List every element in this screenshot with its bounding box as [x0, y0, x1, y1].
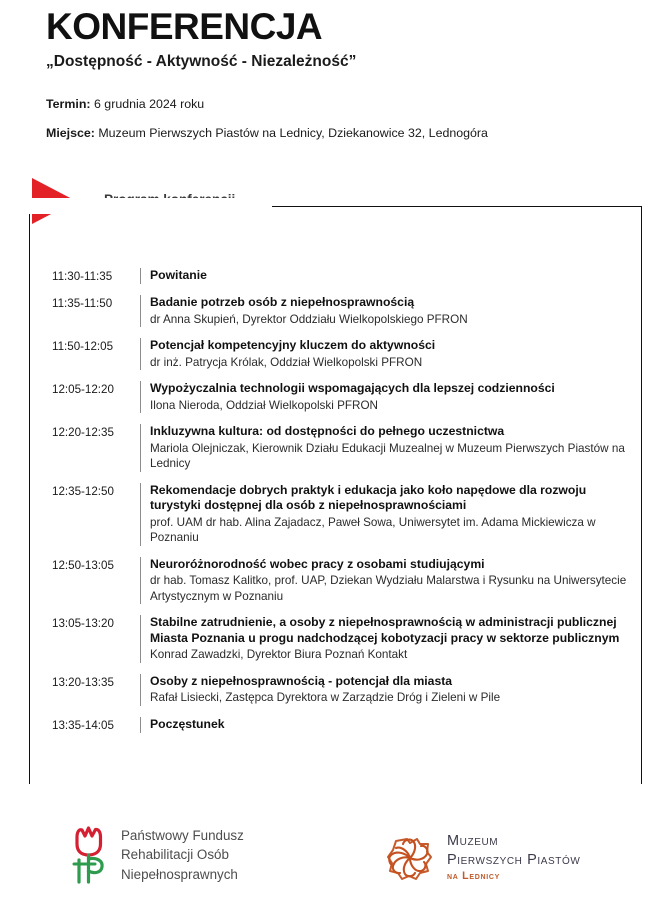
program-row-time: 11:30-11:35 — [52, 270, 113, 283]
program-row-time: 13:35-14:05 — [52, 718, 114, 732]
program-row-body — [150, 615, 632, 663]
program-row-title: Rekomendacje dobrych praktyk i edukacja jako koło napędowe dla rozwoju turystyki dostępnej dla osób z niepełnosprawnościami — [150, 482, 587, 512]
program-row-time: 12:50-13:05 — [52, 558, 114, 572]
event-meta — [46, 96, 646, 153]
program-row-title: Badanie potrzeb osób z niepełnosprawnością — [150, 295, 415, 309]
program-row — [52, 717, 632, 733]
program-row-speaker: dr hab. Tomasz Kalitko, prof. UAP, Dziekan Wydziału Malarstwa i Rysunku na Uniwersytecie Artystycznym w Poznaniu — [150, 574, 627, 603]
program-row-title: Neuroróżnorodność wobec pracy z osobami studiującymi — [150, 556, 485, 571]
program-row-time: 12:35-12:50 — [52, 484, 114, 498]
program-row-speaker: Ilona Nieroda, Oddział Wielkopolski PFRON — [150, 398, 378, 412]
tulip-icon — [66, 824, 112, 886]
event-place-line — [46, 125, 646, 142]
program-row-body — [150, 424, 632, 472]
program-row — [52, 424, 632, 472]
event-date-line — [46, 96, 646, 113]
program-row-divider — [140, 295, 141, 327]
program-frame-label-gap — [29, 198, 272, 214]
document-header — [46, 8, 646, 71]
program-row-body — [150, 381, 632, 413]
program-row-time: 11:35-11:50 — [52, 297, 113, 310]
pfron-line-3: Niepełnosprawnych — [121, 866, 238, 882]
program-row-time: 12:20-12:35 — [52, 426, 114, 439]
program-row-body — [150, 483, 632, 546]
conference-subtitle: „Dostępność - Aktywność - Niezależność” — [46, 52, 357, 70]
program-row — [52, 381, 632, 413]
program-row-divider — [140, 557, 141, 605]
program-row-title: Osoby z niepełnosprawnością - potencjał dla miasta — [150, 673, 453, 688]
program-row-divider — [140, 674, 141, 706]
program-row-speaker: dr inż. Patrycja Królak, Oddział Wielkopolski PFRON — [150, 355, 423, 369]
program-row-speaker: dr Anna Skupień, Dyrektor Oddziału Wielkopolskiego PFRON — [150, 312, 468, 326]
program-row-time: 13:20-13:35 — [52, 675, 114, 689]
program-row-speaker: Konrad Zawadzki, Dyrektor Biura Poznań Kontakt — [150, 648, 408, 661]
program-list — [52, 268, 632, 744]
pfron-line-2: Rehabilitacji Osób — [121, 847, 229, 863]
program-row-divider — [140, 424, 141, 472]
rosette-swirl-icon — [386, 835, 434, 881]
museum-line-3: na Lednicy — [447, 870, 500, 883]
footer-logos — [0, 812, 669, 912]
pfron-logo-text — [121, 826, 244, 883]
program-row-speaker: Mariola Olejniczak, Kierownik Działu Edukacji Muzealnej w Muzeum Pierwszych Piastów na Lednicy — [150, 441, 625, 470]
pfron-line-1: Państwowy Fundusz — [121, 828, 244, 844]
event-place-value: Muzeum Pierwszych Piastów na Lednicy, Dziekanowice 32, Lednogóra — [94, 125, 488, 140]
program-row — [52, 615, 632, 663]
program-row-title: Stabilne zatrudnienie, a osoby z niepełnosprawnością w administracji publicznej Miasta Poznania u progu nadchodzącej kobotyzacji pracy w sektorze publicznym — [150, 615, 620, 645]
program-row-divider — [140, 381, 141, 413]
museum-logo — [386, 832, 580, 884]
page-title: KONFERENCJA — [46, 6, 323, 47]
museum-logo-text — [447, 832, 580, 884]
museum-line-2: Pierwszych Piastów — [447, 851, 581, 868]
program-row — [52, 674, 632, 706]
program-row-title: Wypożyczalnia technologii wspomagających dla lepszej codzienności — [150, 381, 555, 395]
event-place-label: Miejsce: — [46, 125, 95, 140]
program-row-time: 12:05-12:20 — [52, 383, 114, 396]
museum-line-1: Muzeum — [447, 833, 499, 849]
program-row-divider — [140, 615, 141, 663]
program-row-body — [150, 717, 632, 733]
program-row — [52, 338, 632, 370]
program-row-body — [150, 338, 632, 370]
program-row-speaker: Rafał Lisiecki, Zastępca Dyrektora w Zarządzie Dróg i Zieleni w Pile — [150, 691, 501, 704]
program-row — [52, 483, 632, 546]
program-row-title: Powitanie — [150, 268, 207, 282]
program-row-title: Inkluzywna kultura: od dostępności do pełnego uczestnictwa — [150, 424, 505, 438]
program-row-divider — [140, 483, 141, 546]
program-row-divider — [140, 717, 141, 733]
program-row-time: 11:50-12:05 — [52, 340, 114, 353]
event-date-label: Termin: — [46, 97, 91, 111]
program-row — [52, 557, 632, 605]
program-row-title: Potencjał kompetencyjny kluczem do aktywności — [150, 338, 436, 352]
program-row-time: 13:05-13:20 — [52, 617, 114, 630]
program-row-title: Poczęstunek — [150, 716, 225, 731]
event-date-value: 6 grudnia 2024 roku — [90, 97, 205, 111]
program-row — [52, 268, 632, 284]
program-row-body — [150, 674, 632, 706]
program-row — [52, 295, 632, 327]
program-row-body — [150, 268, 632, 284]
pfron-logo — [66, 824, 244, 886]
program-row-body — [150, 295, 632, 327]
program-row-divider — [140, 268, 141, 284]
program-row-body — [150, 557, 632, 605]
program-row-divider — [140, 338, 141, 370]
program-row-speaker: prof. UAM dr hab. Alina Zajadacz, Paweł Sowa, Uniwersytet im. Adama Mickiewicza w Poznaniu — [150, 515, 596, 544]
